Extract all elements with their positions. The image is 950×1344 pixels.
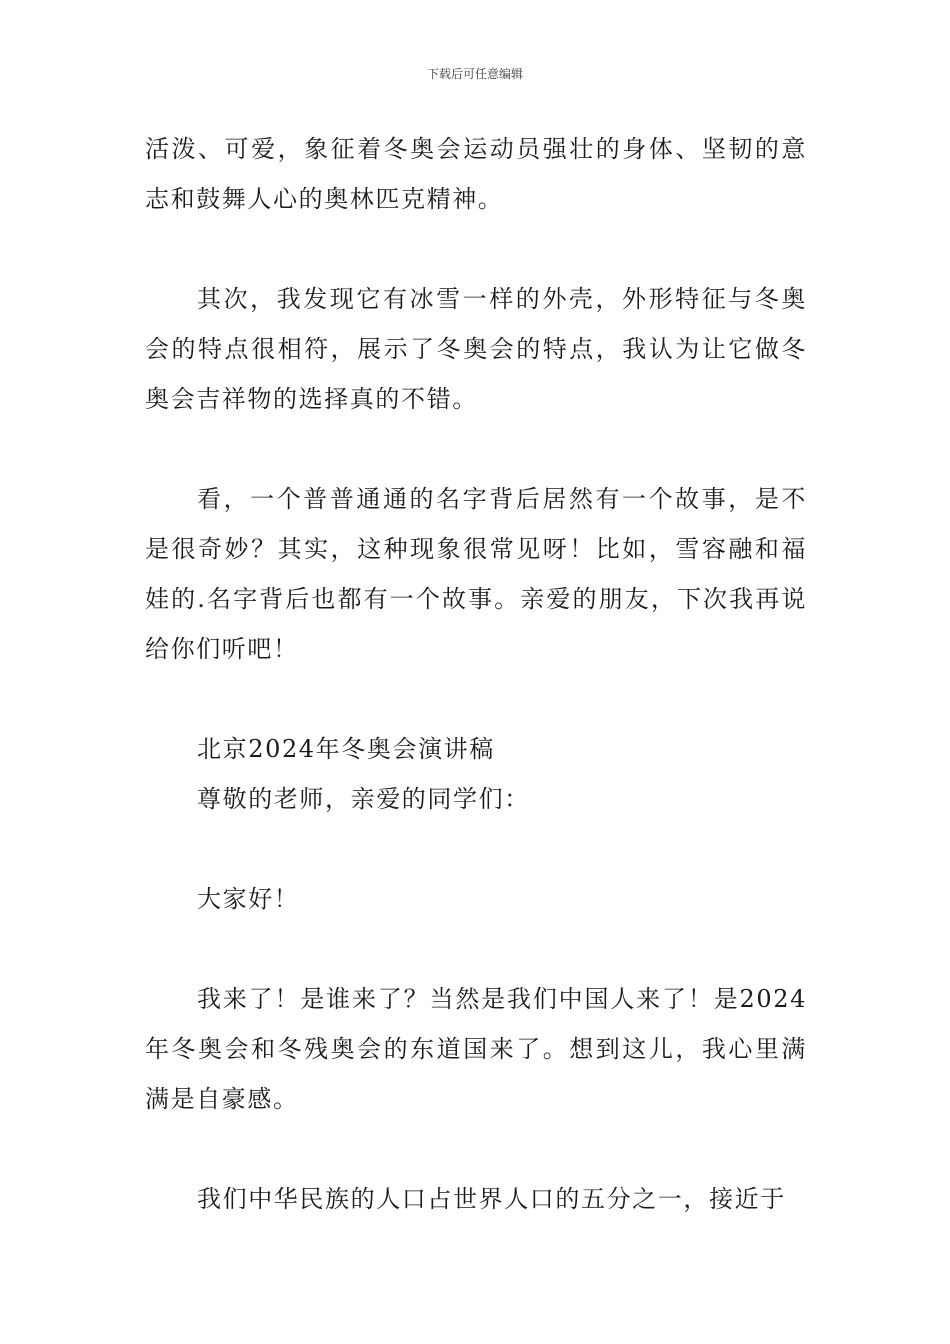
paragraph-gap: [145, 674, 807, 724]
paragraph-1: 活泼、可爱，象征着冬奥会运动员强壮的身体、坚韧的意志和鼓舞人心的奥林匹克精神。: [145, 135, 807, 213]
speech-title: 北京2024年冬奥会演讲稿: [197, 735, 495, 763]
paragraph-gap: [145, 924, 807, 974]
paragraph-4: 我来了！是谁来了？当然是我们中国人来了！是2024年冬奥会和冬残奥会的东道国来了。想到这儿，我心里满满是自豪感。: [145, 985, 807, 1113]
paragraph-gap: [145, 224, 807, 274]
paragraph-5: 我们中华民族的人口占世界人口的五分之一，接近于: [197, 1185, 786, 1213]
salutation: 尊敬的老师，亲爱的同学们：: [197, 785, 530, 813]
paragraph-gap: [145, 1124, 807, 1174]
paragraph-2: 其次，我发现它有冰雪一样的外壳，外形特征与冬奥会的特点很相符，展示了冬奥会的特点，我认为让它做冬奥会吉祥物的选择真的不错。: [145, 285, 807, 413]
paragraph-gap: [145, 424, 807, 474]
document-body: [145, 124, 807, 1224]
greeting: 大家好！: [197, 885, 300, 913]
page-header: 下载后可任意编辑: [426, 67, 523, 81]
paragraph-gap: [145, 824, 807, 874]
paragraph-3: 看，一个普普通通的名字背后居然有一个故事，是不是很奇妙？其实，这种现象很常见呀！比如，雪容融和福娃的.名字背后也都有一个故事。亲爱的朋友，下次我再说给你们听吧！: [145, 485, 807, 663]
